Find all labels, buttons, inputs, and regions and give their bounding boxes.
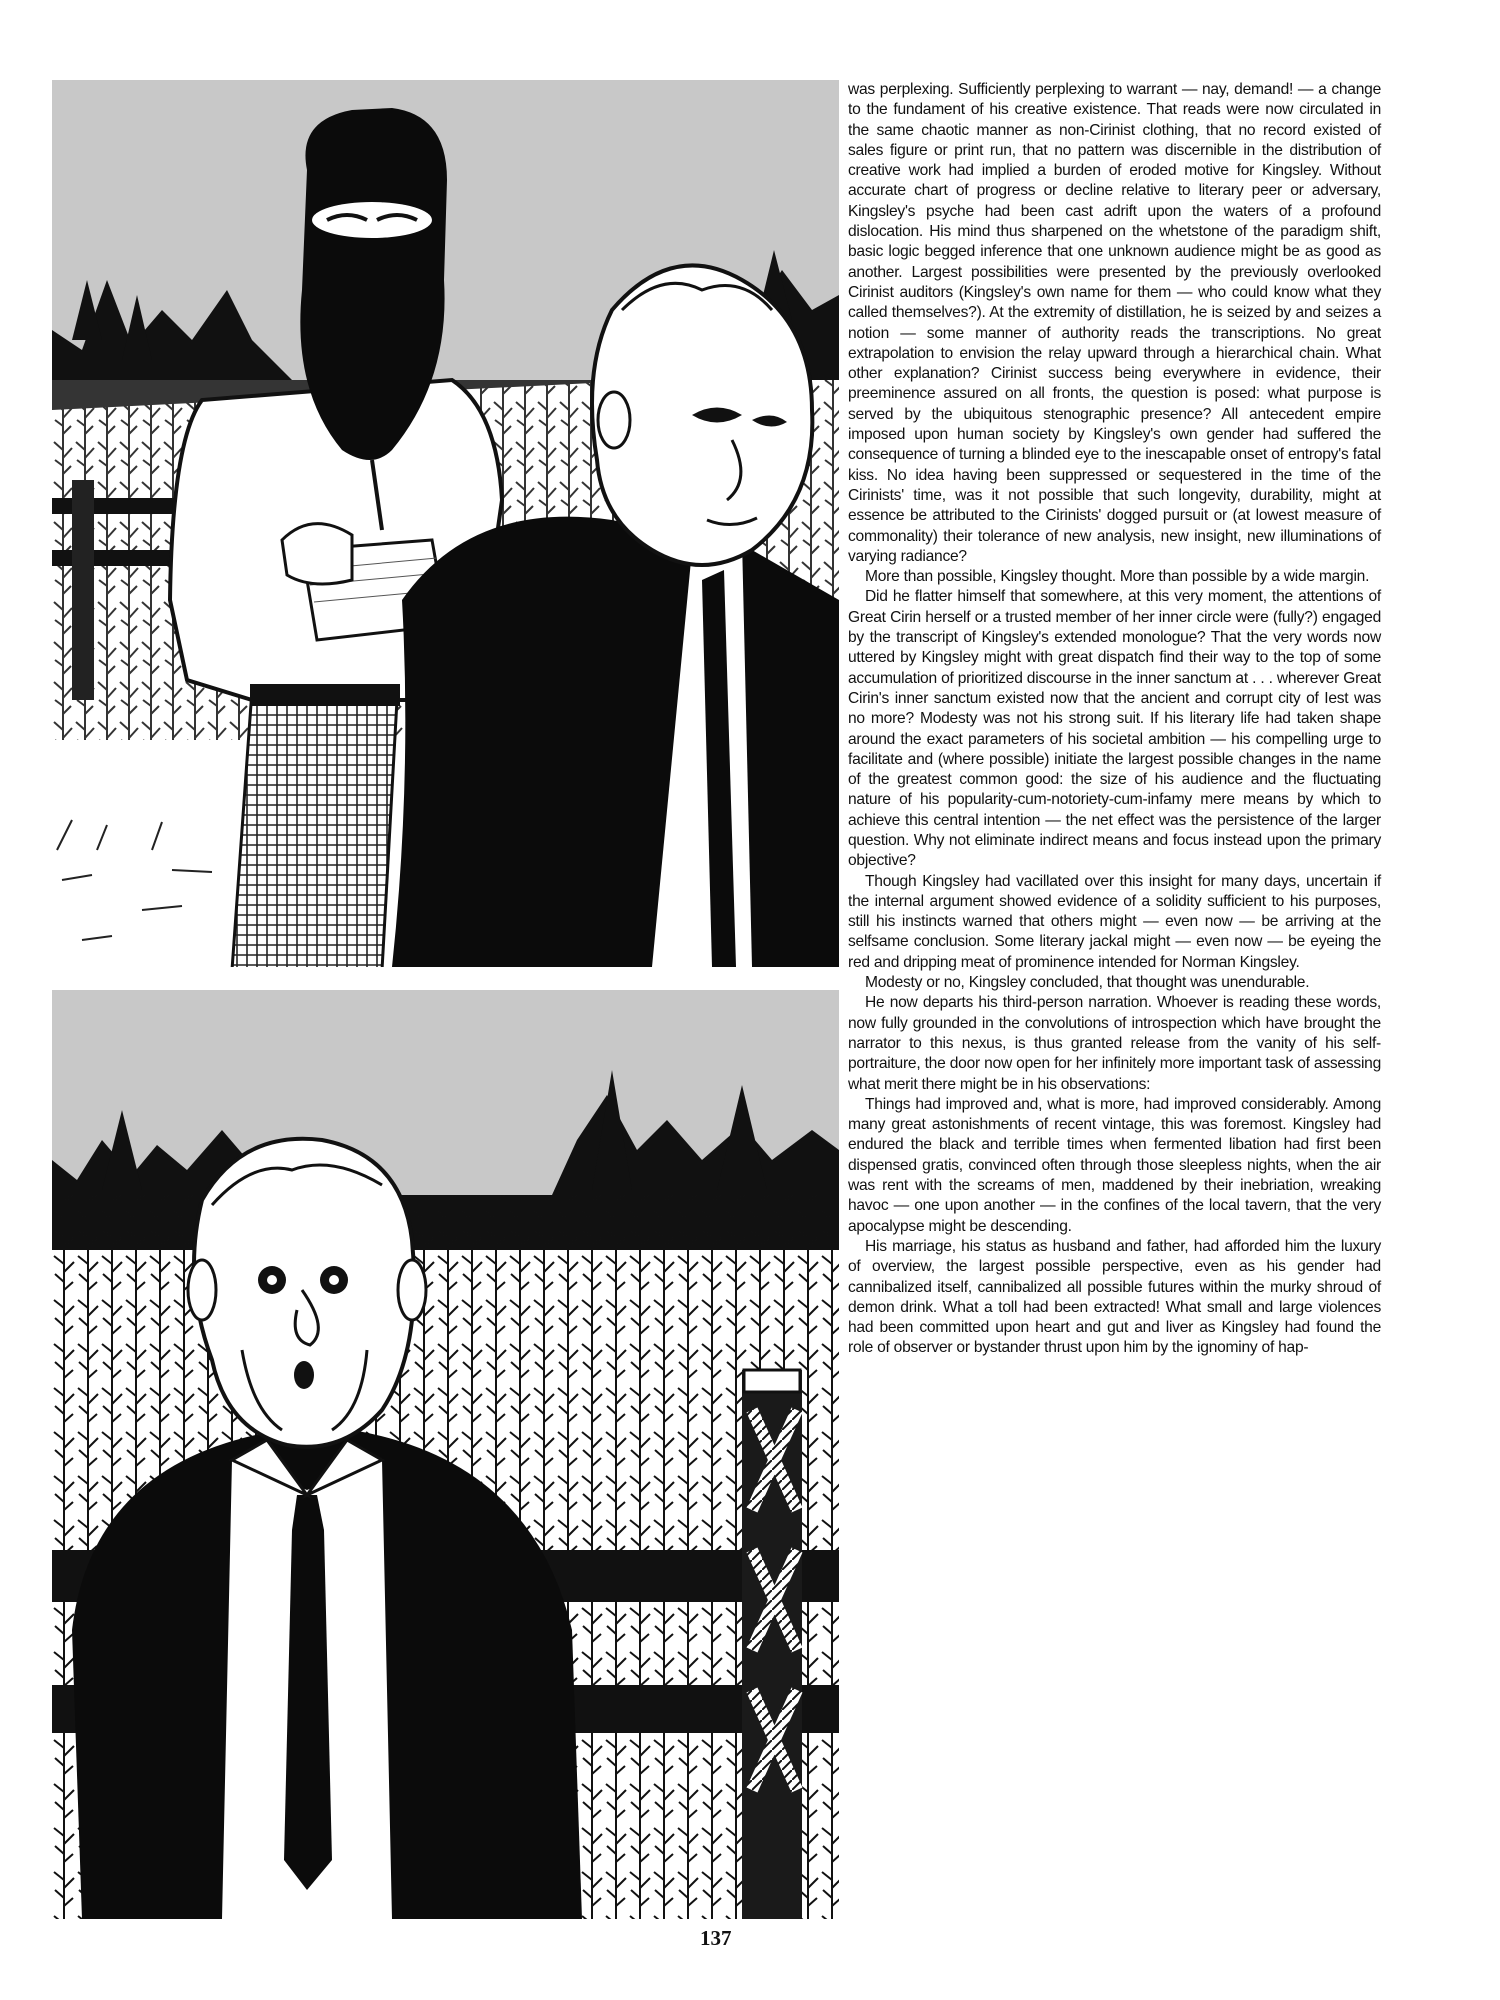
paragraph: His marriage, his status as husband and father, had afforded him the luxury of overview, the largest possible perspective, even as his gender had cannibalized itself, cannibalized all possible futures within the murky shroud of demon drink. What a toll had been extracted! What small and large violences had been committed upon heart and gut and liver as Kingsley had found the role of observer or bystander thrust upon him by the ignominy of hap- [848, 1237, 1381, 1357]
kingsley-cornfield-illustration [52, 990, 839, 1919]
prose-column [848, 80, 1381, 1359]
paragraph: Did he flatter himself that somewhere, at this very moment, the attentions of Great Cirin herself or a trusted member of her inner circle were (fully?) engaged by the transcript of Kingsley's extended monologue? That the very words now uttered by Kingsley might with great dispatch find their way to the top of some accumulation of prioritized discourse in the inner sanctum at . . . wherever Great Cirin's inner sanctum existed now that the ancient and corrupt city of Iest was no more? Modesty was not his strong suit. If his literary life had taken shape around the exact parameters of his societal ambition — his compelling urge to facilitate and (where possible) initiate the largest possible changes in the name of the greatest common good: the size of his audience and the fluctuating nature of his popularity-cum-notoriety-cum-infamy mere means by which to achieve this central intention — the net effect was the persistence of the larger question. Why not eliminate indirect means and focus instead upon the primary objective? [848, 588, 1381, 870]
paragraph: More than possible, Kingsley thought. More than possible by a wide margin. [865, 568, 1370, 586]
stenographer-and-kingsley-illustration [52, 80, 839, 967]
paragraph: Things had improved and, what is more, had improved considerably. Among many great astonishments of recent vintage, this was foremost. Kingsley had endured the black and terrible times when fermented libation had first been dispensed gratis, convinced often through those sleepless nights, when the air was rent with the screams of men, maddened by their inebriation, wreaking havoc — one upon another — in the confines of the local tavern, that the very apocalypse might be descending. [848, 1095, 1381, 1235]
paragraph: He now departs his third-person narration. Whoever is reading these words, now fully grounded in the convolutions of introspection which have brought the narrator to this nexus, is thus granted release from the vanity of his self-portraiture, the door now open for her infinitely more important task of assessing what merit there might be in his observations: [848, 994, 1381, 1093]
illustration-panel-top [52, 80, 839, 967]
paragraph: Though Kingsley had vacillated over this insight for many days, uncertain if the internal argument showed evidence of a solidity sufficient to his purposes, still his instincts warned that others might — even now — be arriving at the selfsame conclusion. Some literary jackal might — even now — be eyeing the red and dripping meat of prominence intended for Norman Kingsley. [848, 872, 1381, 971]
illustration-panel-bottom [52, 990, 839, 1919]
paragraph: Modesty or no, Kingsley concluded, that thought was unendurable. [865, 974, 1310, 992]
page-number: 137 [700, 1926, 732, 1950]
paragraph: was perplexing. Sufficiently perplexing to warrant — nay, demand! — a change to the fundament of his creative existence. That reads were now circulated in the same chaotic manner as non-Cirinist clothing, that no record existed of sales figure or print run, that no pattern was discernible in the distribution of creative work had implied a burden of eroded motive for Kingsley. Without accurate chart of progress or decline relative to literary peer or adversary, Kingsley's psyche had been cast adrift upon the waters of a profound dislocation. His mind thus sharpened on the whetstone of the paradigm shift, basic logic begged inference that one unknown audience might be as good as another. Largest possibilities were presented by the previously overlooked Cirinist auditors (Kingsley's own name for them — who could know what they called themselves?). At the extremity of distillation, he is seized by and seizes a notion — some manner of authority reads the transcriptions. No great extrapolation to envision the relay upward through a hierarchical chain. What other explanation? Cirinist success being everywhere in evidence, their preeminence assured on all fronts, the question is posed: what purpose is served by the ubiquitous stenographic presence? All antecedent empire imposed upon human society by Kingsley's own gender had suffered the consequence of turning a blinded eye to the inescapable onset of entropy's fatal kiss. No idea having been suppressed or sequestered in the time of the Cirinists' time, was it not possible that such longevity, durability, might at essence be attributed to the Cirinists' dogged pursuit or (at lowest measure of commonality) their tolerance of new analysis, new insight, new illuminations of varying radiance? [848, 81, 1381, 565]
